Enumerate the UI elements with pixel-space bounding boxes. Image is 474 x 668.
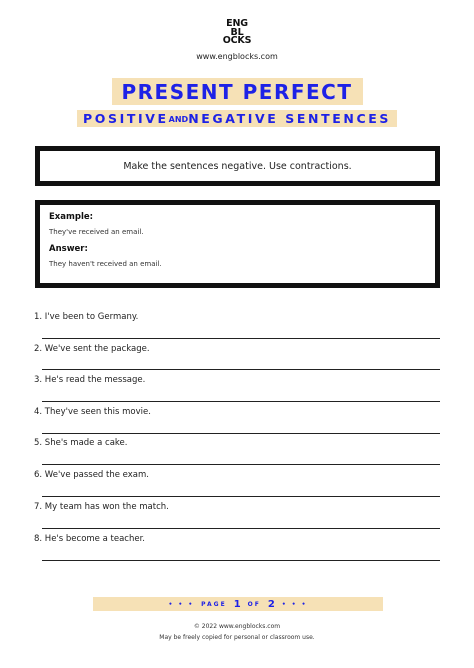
instruction-box	[35, 146, 440, 186]
answer-line-4[interactable]	[42, 433, 440, 434]
question-2: 2. We've sent the package.	[34, 344, 150, 354]
answer-line-6[interactable]	[42, 496, 440, 497]
of-word: OF	[247, 600, 261, 608]
permission-note: May be freely copied for personal or classroom use.	[159, 634, 315, 641]
answer-line-2[interactable]	[42, 369, 440, 370]
answer-line-7[interactable]	[42, 528, 440, 529]
page-subtitle	[77, 110, 397, 127]
instruction-text: Make the sentences negative. Use contractions.	[123, 160, 352, 172]
question-6: 6. We've passed the exam.	[34, 470, 149, 480]
logo-line: ENG	[226, 18, 248, 29]
answer-line-8[interactable]	[42, 560, 440, 561]
example-label: Example:	[49, 212, 94, 222]
question-3: 3. He's read the message.	[34, 375, 146, 385]
engblocks-logo	[223, 20, 251, 46]
subtitle-and: AND	[168, 115, 189, 124]
subtitle-part-1: POSITIVE	[83, 111, 169, 126]
example-answer: They haven't received an email.	[49, 260, 162, 268]
site-url: www.engblocks.com	[196, 52, 278, 61]
dots-right: • • •	[281, 600, 308, 608]
page-indicator	[93, 597, 383, 611]
logo-line: BL	[230, 26, 244, 38]
answer-line-1[interactable]	[42, 338, 440, 339]
page-title: PRESENT PERFECT	[112, 78, 363, 105]
logo-line: OCKS	[222, 35, 252, 46]
logo	[0, 20, 474, 47]
page-number: 1	[233, 598, 241, 610]
question-1: 1. I've been to Germany.	[34, 312, 139, 322]
example-box	[35, 200, 440, 288]
question-4: 4. They've seen this movie.	[34, 407, 151, 417]
question-7: 7. My team has won the match.	[34, 502, 169, 512]
page-word: PAGE	[201, 600, 227, 608]
question-5: 5. She's made a cake.	[34, 438, 128, 448]
example-sentence: They've received an email.	[49, 228, 144, 236]
subtitle-part-2: NEGATIVE SENTENCES	[188, 111, 391, 126]
page-total: 2	[267, 598, 275, 610]
copyright: © 2022 www.engblocks.com	[193, 623, 281, 630]
answer-line-5[interactable]	[42, 464, 440, 465]
question-8: 8. He's become a teacher.	[34, 534, 145, 544]
dots-left: • • •	[168, 600, 195, 608]
answer-label: Answer:	[49, 244, 88, 254]
answer-line-3[interactable]	[42, 401, 440, 402]
